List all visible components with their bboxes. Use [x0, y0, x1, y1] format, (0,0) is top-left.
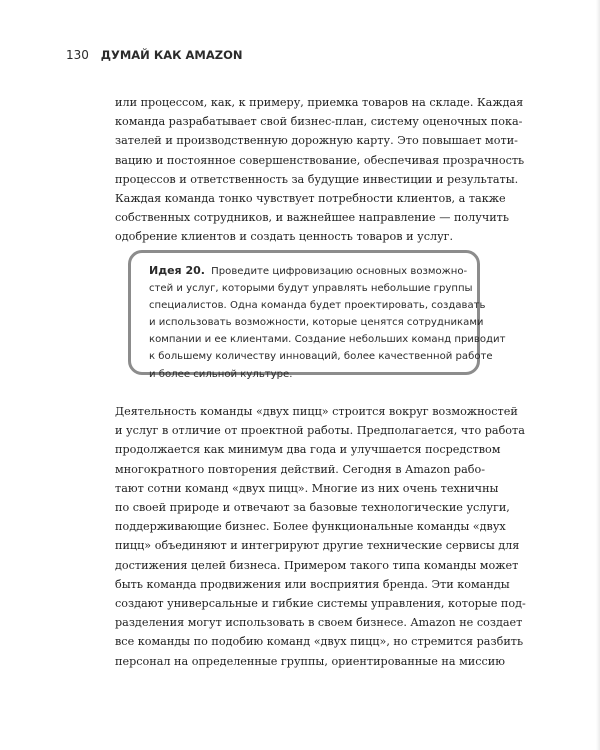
text-line: разделения могут использовать в своем бизнесе. Amazon не создает	[115, 616, 523, 630]
callout-text: Проведите цифровизацию основных возможно-	[211, 266, 468, 277]
callout-line: специалистов. Одна команда будет проектировать, создавать	[149, 300, 486, 312]
callout-line	[149, 262, 468, 280]
idea-callout-box	[128, 250, 506, 380]
text-line: поддерживающие бизнес. Более функциональные команды «двух	[115, 520, 506, 534]
paragraph-2	[115, 402, 526, 671]
text-line: и услуг в отличие от проектной работы. Предполагается, что работа	[115, 424, 525, 438]
callout-line: компании и ее клиентами. Создание небольших команд приводит	[149, 334, 506, 346]
text-line: по своей природе и отвечают за базовые технологические услуги,	[115, 501, 510, 515]
text-line: одобрение клиентов и создать ценность товаров и услуг.	[115, 230, 454, 244]
text-line: создают универсальные и гибкие системы управления, которые под-	[115, 597, 526, 611]
callout-line: к большему количеству инноваций, более качественной работе	[149, 351, 493, 363]
text-line: команда разрабатывает свой бизнес-план, систему оценочных пока-	[115, 115, 523, 129]
text-line: персонал на определенные группы, ориентированные на миссию	[115, 654, 505, 668]
text-line: собственных сотрудников, и важнейшее направление — получить	[115, 211, 509, 225]
text-line: или процессом, как, к примеру, приемка товаров на складе. Каждая	[115, 96, 524, 109]
text-line: процессов и ответственность за будущие инвестиции и результаты.	[115, 172, 519, 186]
text-line: многократного повторения действий. Сегодня в Amazon рабо-	[115, 462, 485, 476]
callout-line: и использовать возможности, которые ценятся сотрудниками	[149, 317, 484, 329]
text-line: тают сотни команд «двух пицц». Многие из них очень техничны	[115, 481, 499, 495]
text-line: продолжается как минимум два года и улучшается посредством	[115, 443, 501, 457]
text-line: быть команда продвижения или восприятия бренда. Эти команды	[115, 577, 510, 591]
page-header	[66, 48, 243, 62]
page-number: 130	[66, 48, 89, 62]
paragraph-1	[115, 93, 525, 247]
text-line: все команды по подобию команд «двух пицц», но стремится разбить	[115, 635, 524, 649]
page-edge-shadow	[596, 0, 600, 750]
callout-line: и более сильной культуре.	[149, 368, 293, 380]
text-line: достижения целей бизнеса. Примером такого типа команды может	[115, 558, 519, 572]
running-title: ДУМАЙ КАК AMAZON	[100, 48, 243, 62]
text-line: Каждая команда тонко чувствует потребности клиентов, а также	[115, 192, 506, 206]
idea-label: Идея 20.	[149, 264, 205, 277]
text-line: пицц» объединяют и интегрируют другие технические сервисы для	[115, 539, 520, 553]
text-line: вацию и постоянное совершенствование, обеспечивая прозрачность	[115, 153, 525, 167]
callout-line: стей и услуг, которыми будут управлять небольшие группы	[149, 283, 473, 295]
text-line: зателей и производственную дорожную карту. Это повышает моти-	[115, 134, 518, 148]
text-line: Деятельность команды «двух пицц» строится вокруг возможностей	[115, 405, 518, 418]
